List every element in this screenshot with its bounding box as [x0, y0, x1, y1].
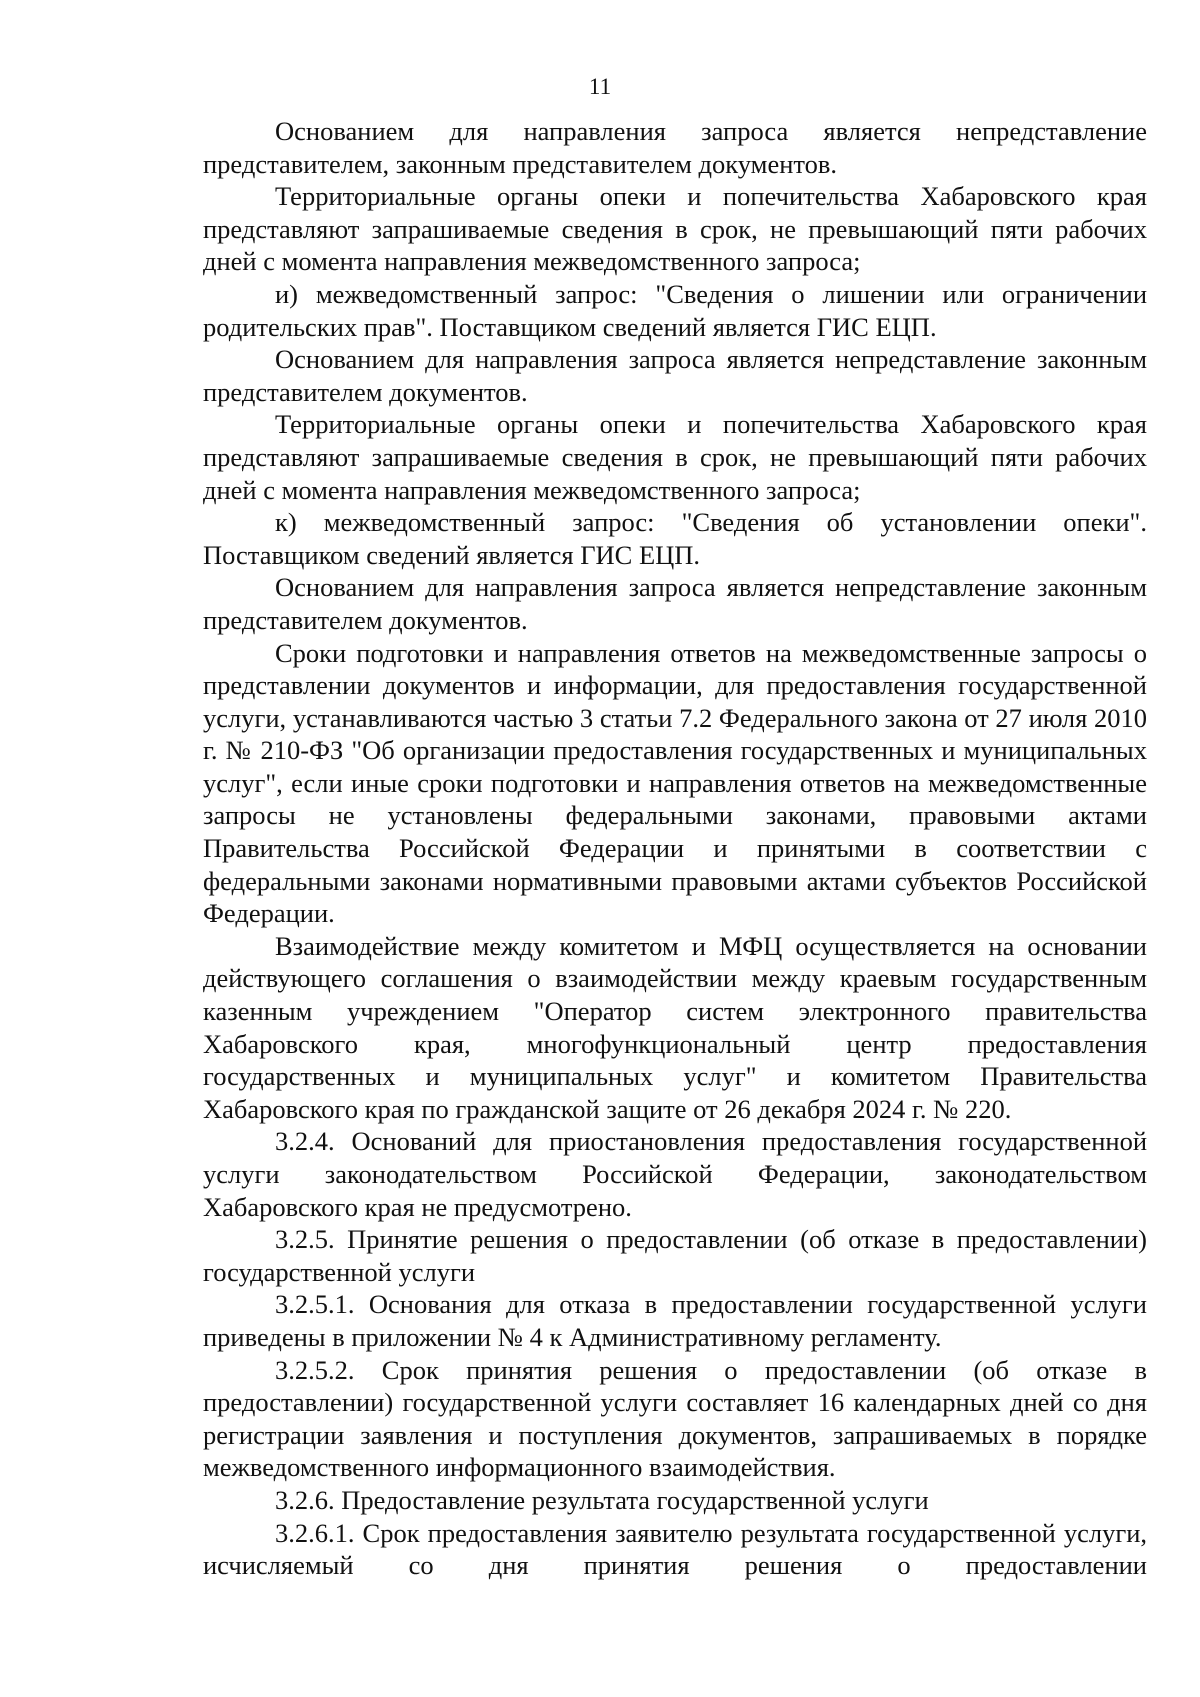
paragraph-mfc-interaction: Взаимодействие между комитетом и МФЦ осуществляется на основании действующего соглашения о взаимодействии между краевым государственным казенным учреждением "Оператор систем электронного правительства Хабаровского края, многофункциональный центр предоставления государственных и муниципальных услуг" и комитетом Правительства Хабаровского края по гражданской защите от 26 декабря 2024 г. № 220. — [203, 930, 1147, 1124]
paragraph-request-basis-1: Основанием для направления запроса является непредставление представителем, законным представителем документов. — [203, 116, 1147, 179]
document-body — [203, 115, 1147, 1582]
paragraph-item-k: к) межведомственный запрос: "Сведения об установлении опеки". Поставщиком сведений является ГИС ЕЦП. — [203, 507, 1147, 570]
paragraph-3-2-6: 3.2.6. Предоставление результата государственной услуги — [275, 1484, 929, 1515]
paragraph-guardianship-deadline-1: Территориальные органы опеки и попечительства Хабаровского края представляют запрашиваемые сведения в срок, не превышающий пяти рабочих дней с момента направления межведомственного запроса; — [203, 181, 1147, 277]
paragraph-3-2-6-1: 3.2.6.1. Срок предоставления заявителю результата государственной услуги, исчисляемый со дня принятия решения о предоставлении — [203, 1517, 1147, 1581]
paragraph-response-deadlines: Сроки подготовки и направления ответов на межведомственные запросы о представлении документов и информации, для предоставления государственной услуги, устанавливаются частью 3 статьи 7.2 Федерального закона от 27 июля 2010 г. № 210-ФЗ "Об организации предоставления государственных и муниципальных услуг", если иные сроки подготовки и направления ответов на межведомственные запросы не установлены федеральными законами, правовыми актами Правительства Российской Федерации и принятыми в соответствии с федеральными законами нормативными правовыми актами субъектов Российской Федерации. — [203, 637, 1147, 929]
page-number: 11 — [588, 74, 612, 99]
paragraph-3-2-5-2: 3.2.5.2. Срок принятия решения о предоставлении (об отказе в предоставлении) государственной услуги составляет 16 календарных дней со дня регистрации заявления и поступления документов, запрашиваемых в порядке межведомственного информационного взаимодействия. — [203, 1354, 1147, 1483]
paragraph-3-2-5: 3.2.5. Принятие решения о предоставлении (об отказе в предоставлении) государственной услуги — [203, 1224, 1147, 1287]
paragraph-guardianship-deadline-2: Территориальные органы опеки и попечительства Хабаровского края представляют запрашиваемые сведения в срок, не превышающий пяти рабочих дней с момента направления межведомственного запроса; — [203, 409, 1147, 505]
paragraph-request-basis-3: Основанием для направления запроса является непредставление законным представителем документов. — [203, 572, 1147, 635]
paragraph-3-2-5-1: 3.2.5.1. Основания для отказа в предоставлении государственной услуги приведены в приложении № 4 к Административному регламенту. — [203, 1289, 1147, 1352]
paragraph-3-2-4: 3.2.4. Оснований для приостановления предоставления государственной услуги законодательством Российской Федерации, законодательством Хабаровского края не предусмотрено. — [203, 1126, 1147, 1222]
paragraph-item-i: и) межведомственный запрос: "Сведения о лишении или ограничении родительских прав". Поставщиком сведений является ГИС ЕЦП. — [203, 278, 1147, 342]
paragraph-request-basis-2: Основанием для направления запроса является непредставление законным представителем документов. — [203, 344, 1147, 407]
